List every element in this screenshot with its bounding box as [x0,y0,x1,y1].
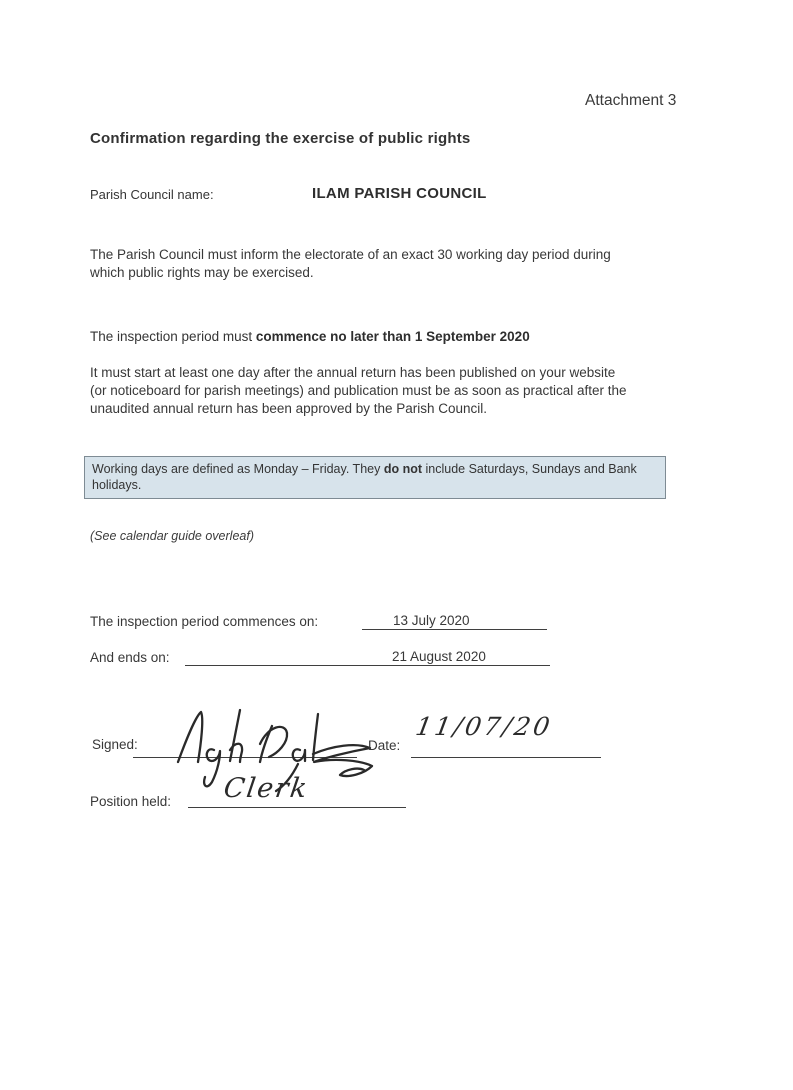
working-days-note-box [84,456,666,499]
date-label: Date: [368,738,401,753]
position-held-label: Position held: [90,794,172,809]
commences-on-line [362,629,547,630]
commences-on-value: 13 July 2020 [393,613,470,628]
commences-on-label: The inspection period commences on: [90,614,319,629]
calendar-guide-note: (See calendar guide overleaf) [90,529,254,543]
position-handwritten-value: Clerk [221,773,311,804]
document-title: Confirmation regarding the exercise of public rights [90,130,471,147]
position-held-line [188,807,406,808]
date-line [411,757,601,758]
paragraph-commence-deadline [90,329,530,344]
ends-on-line [185,665,550,666]
council-name-label: Parish Council name: [90,187,214,202]
ends-on-label: And ends on: [90,650,170,665]
commence-bold-text: commence no later than 1 September 2020 [255,329,530,344]
working-days-prefix-text: Working days are defined as Monday – Friday. They [92,462,384,476]
ends-on-value: 21 August 2020 [392,649,486,664]
paragraph-start-rules: It must start at least one day after the annual return has been published on your website (or noticeboard for parish meetings) and publication must be as soon as practical after the unaudited annual return has been approved by the Parish Council. [90,365,627,416]
signed-label: Signed: [92,737,138,752]
working-days-bold-text: do not [383,462,423,476]
attachment-label: Attachment 3 [585,92,677,109]
council-name-value: ILAM PARISH COUNCIL [312,185,487,202]
commence-prefix-text: The inspection period must [90,329,256,344]
paragraph-inform-electorate: The Parish Council must inform the electorate of an exact 30 working day period during which public rights may be exercised. [90,247,611,280]
date-handwritten-value: 11/07/20 [413,712,555,741]
working-days-suffix-text: include Saturdays, Sundays and Bank holidays. [92,462,637,492]
